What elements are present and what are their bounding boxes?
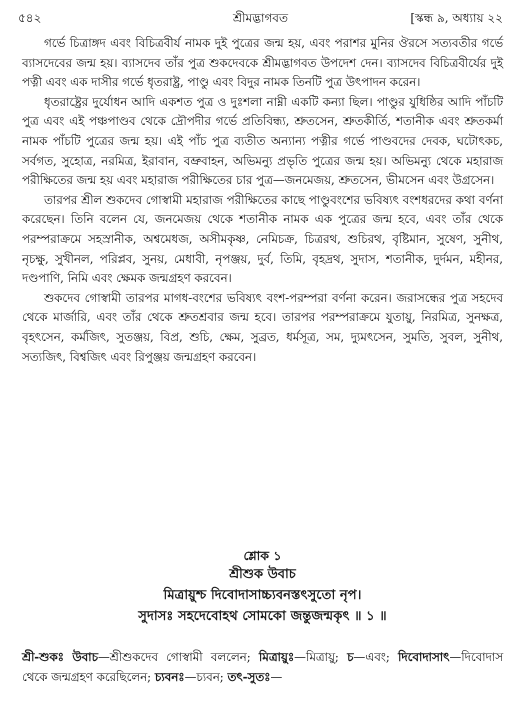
verse-label: শ্লোক ১ (243, 548, 282, 563)
paragraph: ধৃতরাষ্ট্রের দুর্যোধন আদি একশত পুত্র ও দুঃশলা নাম্নী একটি কন্যা ছিল। পাণ্ডুর যুধিষ্ঠির আদি পাঁচটি পুত্র এবং এই পঞ্চপাণ্ডব থেকে দ্রৌপদীর গর্ভে প্রতিবিন্ধ্য, শ্রুতসেন, শ্রুতকীর্তি, শতানীক এবং শ্রুতকর্মা নামক পাঁচটি পুত্রের জন্ম হয়। এই পাঁচ পুত্র ব্যতীত অন্যান্য পত্নীর গর্ভে পাণ্ডবদের দেবক, ঘটোৎকচ, সর্বগত, সুহোত্র, নরমিত্র, ইরাবান, বভ্রুবাহন, অভিমন্যু প্রভৃতি পুত্রের জন্ম হয়। অভিমন্যু থেকে মহারাজ পরীক্ষিতের জন্ম হয় এবং মহারাজ পরীক্ষিতের চার পুত্র—জনমেজয়, শ্রুতসেন, ভীমসেন এবং উগ্রসেন। (22, 94, 503, 188)
synonym-meaning: —এবং; (353, 650, 390, 664)
page-header (18, 10, 503, 28)
synonym-term: চ্যবনঃ (154, 670, 185, 684)
page-number: ৫৪২ (18, 11, 42, 25)
paragraph: গর্ভে চিত্রাঙ্গদ এবং বিচিত্রবীর্য নামক দুই পুত্রের জন্ম হয়, এবং পরাশর মুনির ঔরসে সত্যবতীর গর্ভে ব্যাসদেবের জন্ম হয়। ব্যাসদেব তাঁর পুত্র শুকদেবকে শ্রীমদ্ভাগবত উপদেশ দেন। ব্যাসদেব বিচিত্রবীর্যের দুই পত্নী এবং এক দাসীর গর্ভে ধৃতরাষ্ট্র, পাণ্ডু এবং বিদুর নামক তিনটি পুত্র উৎপাদন করেন। (22, 36, 503, 90)
synonym-term: শ্রী-শুকঃ উবাচ (22, 650, 98, 664)
synonym-meaning: —মিত্রায়ু; (294, 650, 339, 664)
paragraph: তারপর শ্রীল শুকদেব গোস্বামী মহারাজ পরীক্ষিতের কাছে পাণ্ডুবংশের ভবিষ্যৎ বংশধরদের কথা বর্ণনা করেছেন। তিনি বলেন যে, জনমেজয় থেকে শতানীক নামক এক পুত্রের জন্ম হবে, এবং তাঁর থেকে পরম্পরাক্রমে সহস্রানীক, অশ্বমেধজ, অসীমকৃষ্ণ, নেমিচক্র, চিত্ররথ, শুচিরথ, বৃষ্টিমান, সুষেণ, সুনীথ, নৃচক্ষু, সুখীনল, পরিপ্লব, সুনয়, মেধাবী, নৃপঞ্জয়, দুর্ব, তিমি, বৃহদ্রথ, সুদাস, শতানীক, দুর্দমন, মহীনর, দণ্ডপাণি, নিমি এবং ক্ষেমক জন্মগ্রহণ করবেন। (22, 192, 503, 286)
verse-block (22, 546, 503, 627)
verse-speaker: শ্রীশুক উবাচ (229, 567, 296, 582)
synonym-meaning: —শ্রীশুকদেব গোস্বামী বললেন; (97, 650, 251, 664)
synonym-term: তৎ-সুতঃ (227, 670, 271, 684)
chapter-reference: [স্কন্ধ ৯, অধ্যায় ২২ (410, 11, 503, 25)
commentary-body (22, 34, 503, 367)
verse-line-1: মিত্রায়ুশ্চ দিবোদাসাচ্চ্যবনস্তৎসুতো নৃপ। (163, 588, 362, 603)
verse-line-2: সুদাসঃ সহদেবোহথ সোমকো জন্তুজন্মকৃৎ ॥ ১ ॥ (138, 609, 387, 624)
word-synonyms (22, 647, 503, 687)
book-title: শ্রীমদ্ভাগবত (232, 11, 288, 25)
synonym-term: দিবোদাসাৎ (398, 650, 450, 664)
synonym-meaning: —দিবোদাস থেকে জন্মগ্রহণ করেছিলেন; (22, 650, 503, 684)
synonym-term: চ (347, 650, 354, 664)
synonym-meaning: — (270, 670, 283, 684)
paragraph: শুকদেব গোস্বামী তারপর মাগধ-বংশের ভবিষ্যৎ বংশ-পরম্পরা বর্ণনা করেন। জরাসন্ধের পুত্র সহদেব থেকে মার্জারি, এবং তাঁর থেকে শ্রুতশ্রবার জন্ম হবে। তারপর পরম্পরাক্রমে যুতায়ু, নিরমিত্র, সুনক্ষত্র, বৃহৎসেন, কর্মজিৎ, সুতঞ্জয়, বিপ্র, শুচি, ক্ষেম, সুব্রত, ধর্মসূত্র, সম, দ্যুমৎসেন, সুমতি, সুবল, সুনীথ, সত্যজিৎ, বিশ্বজিৎ এবং রিপুঞ্জয় জন্মগ্রহণ করবেন। (22, 290, 503, 364)
synonym-meaning: —চ্যবন; (184, 670, 224, 684)
synonym-term: মিত্রায়ুঃ (258, 650, 295, 664)
